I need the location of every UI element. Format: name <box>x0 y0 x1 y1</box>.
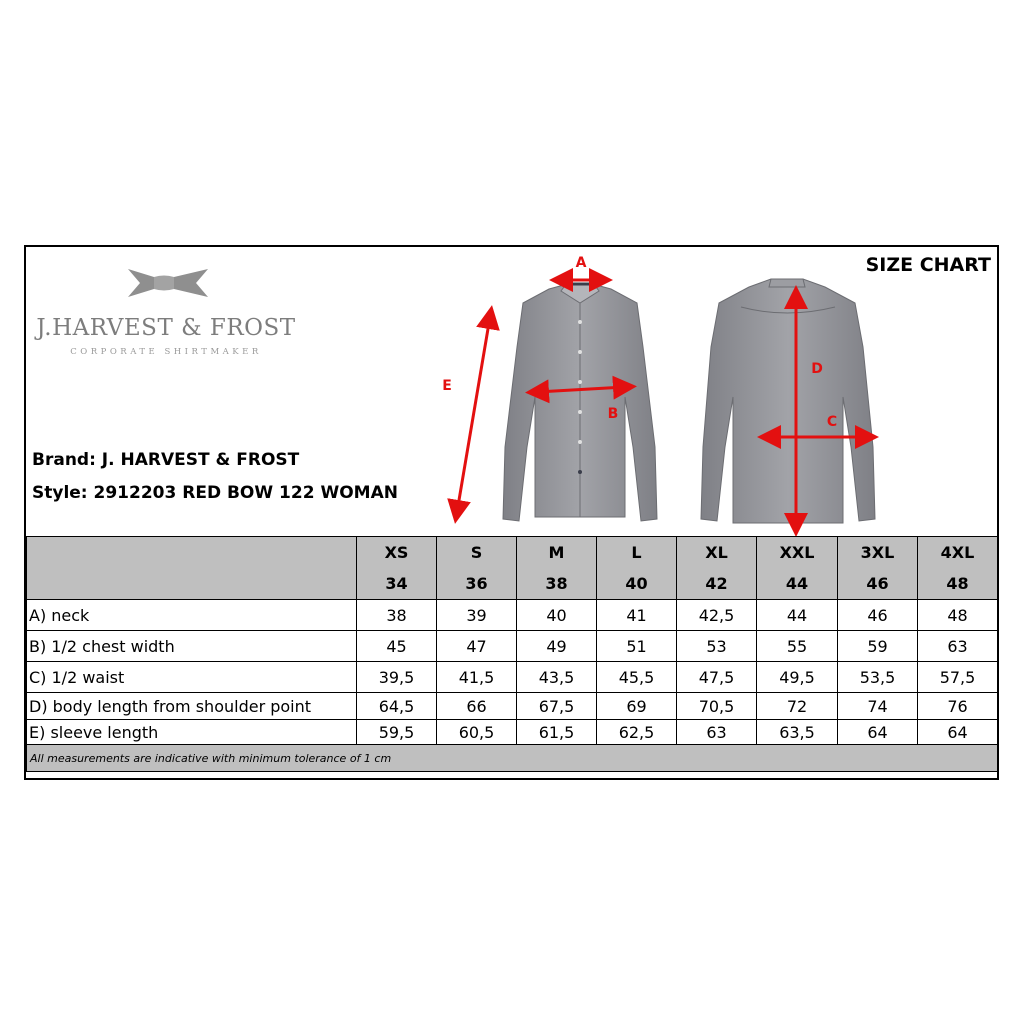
size-number: 38 <box>517 568 597 600</box>
table-cell: 45 <box>357 631 437 662</box>
size-header: 3XL <box>838 537 918 569</box>
label-e: E <box>442 378 452 394</box>
size-header: L <box>597 537 677 569</box>
front-shirt-icon <box>503 283 657 521</box>
table-cell: 59,5 <box>357 720 437 745</box>
table-cell: 39 <box>437 600 517 631</box>
size-number-row <box>27 568 998 600</box>
size-header: XL <box>677 537 757 569</box>
size-number: 46 <box>838 568 918 600</box>
table-cell: 40 <box>517 600 597 631</box>
table-cell: 38 <box>357 600 437 631</box>
table-cell: 45,5 <box>597 662 677 693</box>
table-cell: 42,5 <box>677 600 757 631</box>
style-line: Style: 2912203 RED BOW 122 WOMAN <box>32 483 398 503</box>
label-c: C <box>826 414 838 430</box>
table-row <box>27 693 998 720</box>
table-cell: 74 <box>838 693 918 720</box>
size-number: 34 <box>357 568 437 600</box>
table-cell: 47,5 <box>677 662 757 693</box>
table-cell: 39,5 <box>357 662 437 693</box>
size-header-row <box>27 537 998 569</box>
table-row <box>27 600 998 631</box>
header-corner <box>27 537 357 569</box>
row-label: B) 1/2 chest width <box>27 631 357 662</box>
table-cell: 69 <box>597 693 677 720</box>
table-cell: 60,5 <box>437 720 517 745</box>
table-cell: 72 <box>757 693 838 720</box>
table-cell: 47 <box>437 631 517 662</box>
table-cell: 53,5 <box>838 662 918 693</box>
size-number: 36 <box>437 568 517 600</box>
table-cell: 41 <box>597 600 677 631</box>
table-cell: 76 <box>918 693 998 720</box>
brand-line: Brand: J. HARVEST & FROST <box>32 450 300 470</box>
table-cell: 63 <box>918 631 998 662</box>
size-header: XS <box>357 537 437 569</box>
size-header: 4XL <box>918 537 998 569</box>
brand-logo <box>36 257 296 367</box>
size-header: S <box>437 537 517 569</box>
size-header: XXL <box>757 537 838 569</box>
table-cell: 64 <box>918 720 998 745</box>
label-d: D <box>811 361 823 377</box>
table-cell: 43,5 <box>517 662 597 693</box>
bow-tie-logo-icon <box>36 257 296 317</box>
table-cell: 67,5 <box>517 693 597 720</box>
table-cell: 49,5 <box>757 662 838 693</box>
table-cell: 57,5 <box>918 662 998 693</box>
logo-tagline: CORPORATE SHIRTMAKER <box>70 347 262 357</box>
table-cell: 64 <box>838 720 918 745</box>
row-label: A) neck <box>27 600 357 631</box>
table-cell: 49 <box>517 631 597 662</box>
footnote: All measurements are indicative with minimum tolerance of 1 cm <box>27 745 998 772</box>
table-cell: 59 <box>838 631 918 662</box>
table-cell: 41,5 <box>437 662 517 693</box>
table-cell: 61,5 <box>517 720 597 745</box>
table-cell: 53 <box>677 631 757 662</box>
size-number: 40 <box>597 568 677 600</box>
table-cell: 63,5 <box>757 720 838 745</box>
label-b: B <box>607 406 619 422</box>
back-shirt-icon <box>701 279 875 523</box>
size-number: 44 <box>757 568 838 600</box>
table-cell: 55 <box>757 631 838 662</box>
table-cell: 63 <box>677 720 757 745</box>
footnote-row <box>27 745 998 772</box>
row-label: C) 1/2 waist <box>27 662 357 693</box>
page-title: SIZE CHART <box>865 254 991 276</box>
table-cell: 66 <box>437 693 517 720</box>
label-a: A <box>575 255 587 271</box>
table-cell: 48 <box>918 600 998 631</box>
table-cell: 64,5 <box>357 693 437 720</box>
table-row <box>27 631 998 662</box>
table-row <box>27 720 998 745</box>
logo-wordmark: J.HARVEST & FROST <box>36 315 296 341</box>
table-cell: 62,5 <box>597 720 677 745</box>
table-cell: 44 <box>757 600 838 631</box>
row-label: D) body length from shoulder point <box>27 693 357 720</box>
table-row <box>27 662 998 693</box>
row-label: E) sleeve length <box>27 720 357 745</box>
table-cell: 46 <box>838 600 918 631</box>
table-cell: 70,5 <box>677 693 757 720</box>
size-number: 48 <box>918 568 998 600</box>
size-number: 42 <box>677 568 757 600</box>
size-table <box>26 536 998 772</box>
size-chart-frame <box>24 245 999 780</box>
table-cell: 51 <box>597 631 677 662</box>
shirt-measurement-diagram <box>411 247 911 536</box>
size-header: M <box>517 537 597 569</box>
header-corner <box>27 568 357 600</box>
arrow-e <box>457 317 490 512</box>
